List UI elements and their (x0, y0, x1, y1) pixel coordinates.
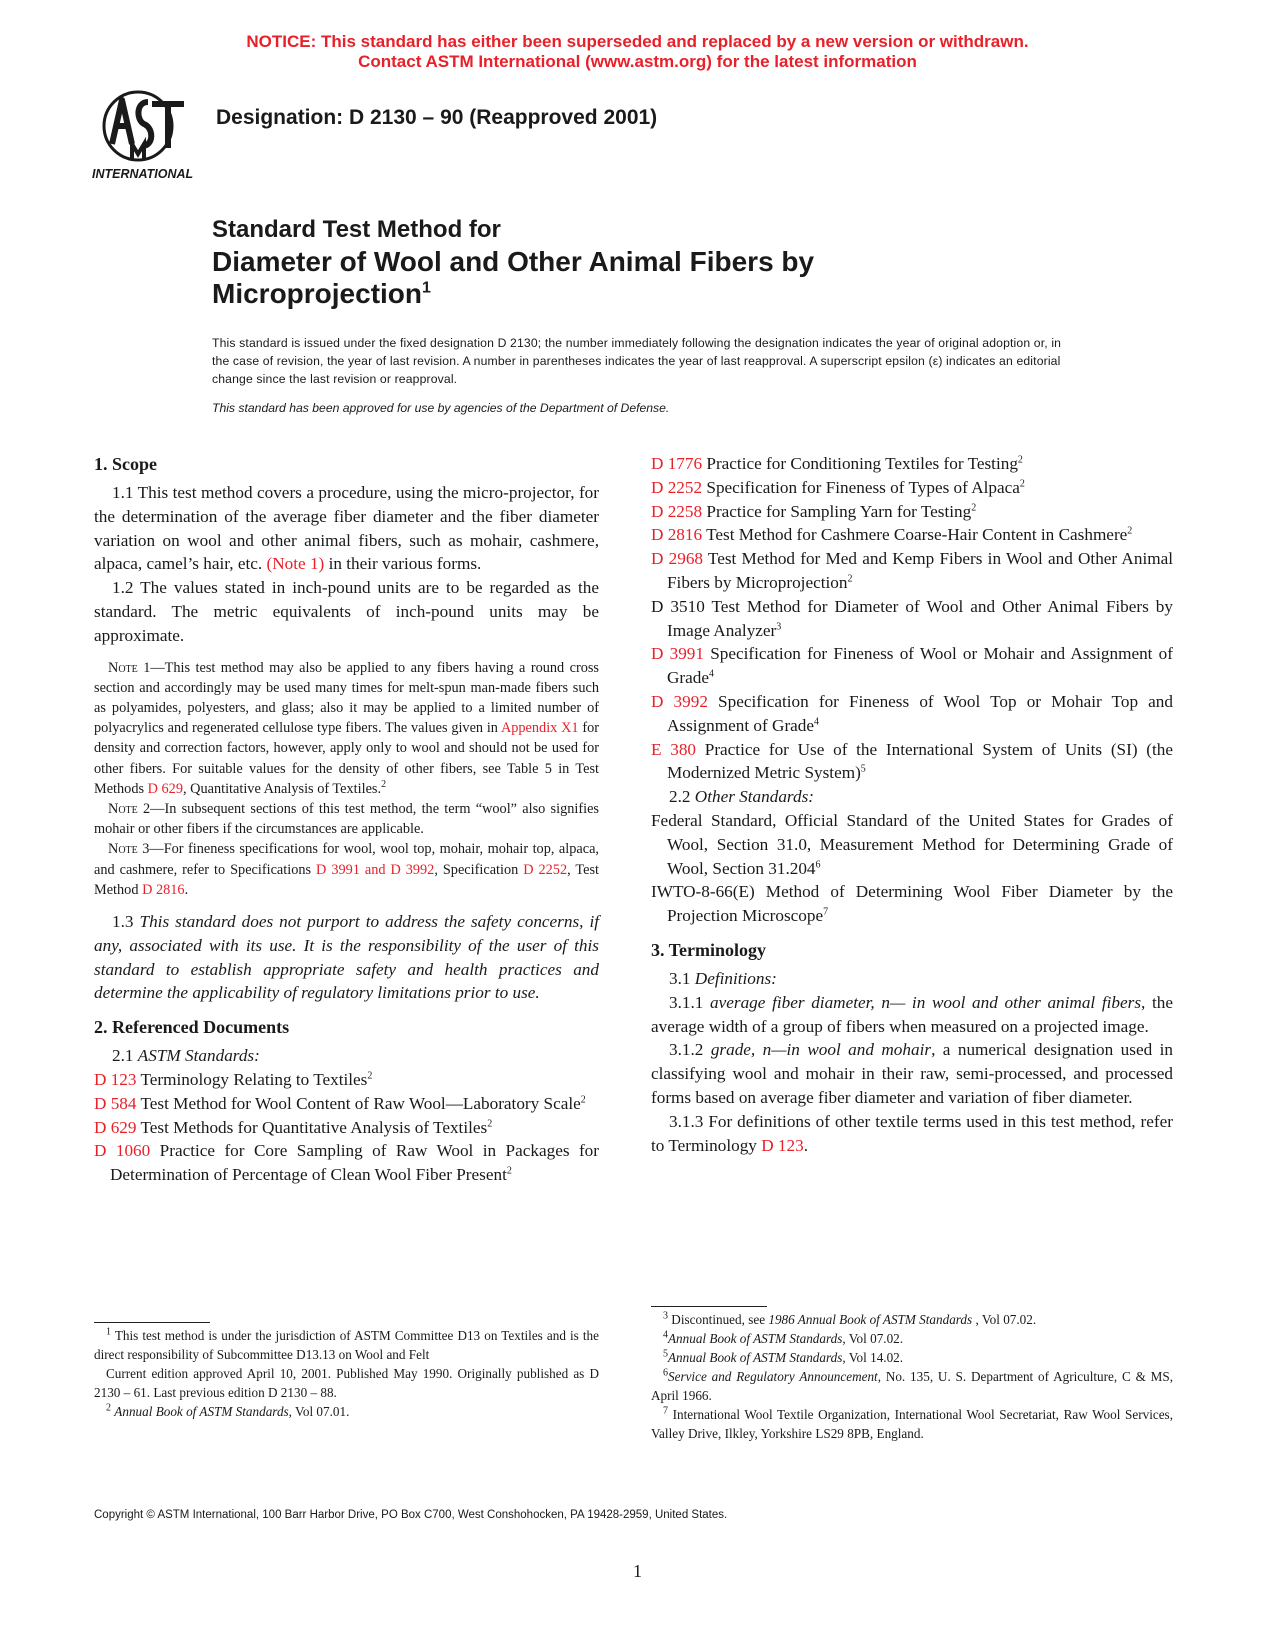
referenced-standard (94, 1116, 599, 1140)
d2252-link[interactable]: D 2252 (523, 861, 568, 878)
left-column (94, 452, 599, 1187)
sub-2-1-label: ASTM Standards: (137, 1046, 260, 1066)
sub-3-1-num: 3.1 (669, 968, 695, 988)
referenced-standard (651, 476, 1173, 500)
definitions-subheading (651, 967, 1173, 991)
footnotes-left (94, 1322, 599, 1421)
footnote-6 (651, 1367, 1173, 1405)
standard-footnote-ref: 6 (815, 858, 821, 870)
standard-code-link[interactable]: D 1060 (94, 1141, 151, 1161)
standard-footnote-ref: 2 (367, 1070, 373, 1082)
fn-2-text: , Vol 07.01. (288, 1404, 350, 1419)
note-1-label: Note (108, 659, 138, 676)
logo-subtitle: INTERNATIONAL (92, 167, 194, 181)
designation: Designation: D 2130 – 90 (Reapproved 2001) (216, 106, 658, 129)
right-column (651, 452, 1173, 1157)
footnote-3 (651, 1310, 1173, 1329)
astm-standards-subheading (94, 1044, 599, 1068)
scope-1-2: 1.2 The values stated in inch-pound units are to be regarded as the standard. The metric equivalents of inch-pound units may be approximate. (94, 578, 599, 645)
definition-3-1-2 (651, 1038, 1173, 1109)
footnote-5 (651, 1348, 1173, 1367)
standard-title: Test Method for Med and Kemp Fibers in Wool and Other Animal Fibers by Microprojection (667, 549, 1173, 592)
standard-code-link[interactable]: D 3991 (651, 644, 704, 664)
definition-3-1-3 (651, 1110, 1173, 1158)
standard-title: Federal Standard, Official Standard of the United States for Grades of Wool, Section 31.0, Measurement Method for Determining Grade of Wool, Section 31.204 (651, 810, 1173, 878)
title-line-3 (212, 278, 814, 310)
notice-line-1: NOTICE: This standard has either been superseded and replaced by a new version or withdrawn. (246, 32, 1029, 51)
fn-1-sup: 1 (106, 1326, 111, 1338)
d629-link[interactable]: D 629 (147, 780, 183, 797)
standard-code-link[interactable]: D 2816 (651, 525, 703, 545)
fn-5-italic: Annual Book of ASTM Standards (668, 1350, 843, 1365)
note-1-text: 1—This test method may also be applied to any fibers having a round cross section and accordingly may be used many times for melt-spun man-made fibers such as polyamides, polyesters, and glass; also it may be applied to a limited number of polyacrylics and regenerated cellulose type fibers. The values given in (94, 659, 599, 737)
standard-footnote-ref: 4 (814, 716, 820, 728)
astm-logo (92, 86, 202, 186)
fn-5-text: , Vol 14.02. (842, 1350, 904, 1365)
document-title (212, 214, 814, 310)
referenced-standard (651, 523, 1173, 547)
fn-2-italic: Annual Book of ASTM Standards (114, 1404, 289, 1419)
standard-footnote-ref: 2 (847, 573, 853, 585)
standard-footnote-ref: 2 (971, 501, 977, 513)
withdrawal-notice (0, 32, 1275, 72)
note-3 (94, 839, 599, 900)
d2816-link[interactable]: D 2816 (142, 881, 185, 898)
copyright: Copyright © ASTM International, 100 Barr Harbor Drive, PO Box C700, West Conshohocken, PA 19428-2959, United States. (94, 1509, 728, 1521)
sub-3-1-label: Definitions: (694, 968, 777, 988)
standard-title: Test Methods for Quantitative Analysis of Textiles (136, 1117, 488, 1137)
standard-footnote-ref: 2 (580, 1094, 586, 1106)
fn-4-italic: Annual Book of ASTM Standards (668, 1331, 843, 1346)
sub-2-1-num: 2.1 (112, 1046, 138, 1066)
fn-3-text-b: , Vol 07.02. (972, 1312, 1037, 1327)
fn-6-sup: 6 (663, 1367, 668, 1379)
scope-1-1-end: in their various forms. (324, 554, 482, 574)
standard-title: Practice for Conditioning Textiles for Testing (702, 454, 1018, 473)
fn-7-text: International Wool Textile Organization, International Wool Secretariat, Raw Wool Services, Valley Drive, Ilkley, Yorkshire LS29 8PB, England. (651, 1407, 1173, 1441)
standard-footnote-ref: 2 (1127, 525, 1133, 537)
standard-footnote-ref: 2 (487, 1117, 493, 1129)
note-3-label: Note (108, 841, 138, 858)
standard-footnote-ref: 5 (860, 763, 866, 775)
scope-1-1-text: 1.1 This test method covers a procedure, using the micro-projector, for the determination of the average fiber diameter and the fiber diameter variation on wool and other animal fibers, such as mohair, cashmere, alpaca, camel’s hair, etc. (94, 483, 599, 574)
def-2-term: grade, n—in wool and mohair (710, 1040, 932, 1060)
referenced-standard (651, 642, 1173, 690)
definition-3-1-1 (651, 991, 1173, 1039)
def-3-end: . (803, 1135, 808, 1155)
standard-title: Practice for Core Sampling of Raw Wool in Packages for Determination of Percentage of Clean Wool Fiber Present (110, 1141, 599, 1185)
standard-title: Test Method for Wool Content of Raw Wool—Laboratory Scale (136, 1093, 581, 1113)
d3991-d3992-link[interactable]: D 3991 and D 3992 (316, 861, 435, 878)
fn-4-sup: 4 (663, 1329, 668, 1341)
note-3-text-d: . (184, 881, 189, 898)
standard-title: Test Method for Diameter of Wool and Other Animal Fibers by Image Analyzer (667, 596, 1173, 640)
fn-3-sup: 3 (663, 1310, 668, 1322)
appendix-x1-link[interactable]: Appendix X1 (500, 720, 579, 737)
footnote-2 (94, 1402, 599, 1421)
standard-footnote-ref: 2 (506, 1165, 512, 1177)
fn-5-sup: 5 (663, 1348, 668, 1360)
standard-title: Practice for Use of the International System of Units (SI) (the Modernized Metric System) (667, 739, 1174, 783)
title-footnote-ref[interactable]: 1 (422, 279, 431, 297)
referenced-standard (651, 690, 1173, 738)
standard-title: Specification for Fineness of Types of Alpaca (702, 477, 1020, 497)
note-1-text-b: for density and correction factors, however, apply only to wool and should not be used for other fibers. For suitable values for the density of other fibers, see Table 5 in Test Methods (94, 720, 599, 797)
d123-link[interactable]: D 123 (761, 1135, 804, 1155)
note-1-sup: 2 (381, 779, 387, 791)
page-number: 1 (633, 1561, 642, 1581)
def-1-num: 3.1.1 (669, 992, 711, 1012)
sub-2-2-label: Other Standards: (694, 787, 814, 807)
standard-code-link[interactable]: D 629 (94, 1117, 137, 1137)
standard-footnote-ref: 2 (1017, 454, 1023, 466)
note-3-text-c: , Test Method (94, 861, 599, 898)
title-line-1: Standard Test Method for (212, 216, 501, 243)
note-1-link[interactable]: (Note 1) (266, 554, 325, 574)
referenced-standard (651, 500, 1173, 524)
referenced-standard (651, 595, 1173, 643)
standard-title: Specification for Fineness of Wool Top or Mohair Top and Assignment of Grade (667, 691, 1173, 735)
standard-footnote-ref: 2 (1019, 478, 1025, 490)
referenced-docs-heading: 2. Referenced Documents (94, 1017, 290, 1038)
terminology-heading: 3. Terminology (651, 939, 767, 960)
standard-code-link[interactable]: E 380 (651, 739, 697, 759)
fn-6-text: , No. 135, U. S. Department of Agriculture, C & MS, April 1966. (651, 1369, 1173, 1403)
ref-list-left (94, 1068, 599, 1187)
title-line-3-text: Microprojection (212, 278, 423, 309)
notice-line-2: Contact ASTM International (www.astm.org) for the latest information (358, 52, 917, 71)
note-2-text: 2—In subsequent sections of this test method, the term “wool” also signifies mohair or other fibers if the circumstances are applicable. (94, 801, 599, 838)
standard-code-link[interactable]: D 1776 (651, 454, 703, 473)
referenced-standard (651, 809, 1173, 880)
note-2-label: Note (108, 801, 138, 817)
footnote-1 (94, 1326, 599, 1364)
footnote-4 (651, 1329, 1173, 1348)
referenced-standard (651, 452, 1173, 476)
standard-title: Terminology Relating to Textiles (136, 1070, 368, 1089)
referenced-standard (94, 1092, 599, 1116)
fn-4-text: , Vol 07.02. (842, 1331, 904, 1346)
fn-2-sup: 2 (106, 1402, 111, 1414)
referenced-standard (651, 547, 1173, 595)
def-1-term: average fiber diameter, n— in wool and other animal fibers (710, 992, 1142, 1012)
standard-footnote-ref: 3 (776, 620, 782, 632)
standard-code-link[interactable]: D 584 (94, 1093, 137, 1113)
note-3-text-b: , Specification (434, 861, 524, 878)
standard-code-link[interactable]: D 3992 (651, 691, 708, 711)
note-2 (94, 799, 599, 839)
def-2-text: , a numerical designation used in classifying wool and mohair in their raw, semi-processed, and processed forms based on average fiber diameter and variation of fiber diameter. (651, 1040, 1173, 1107)
standard-title: IWTO-8-66(E) Method of Determining Wool Fiber Diameter by the Projection Microscope (651, 882, 1173, 926)
standard-title: Specification for Fineness of Wool or Mohair and Assignment of Grade (667, 644, 1173, 688)
referenced-standard (651, 880, 1173, 928)
fn-7-sup: 7 (663, 1405, 668, 1417)
fn-3-italic: 1986 Annual Book of ASTM Standards (768, 1312, 973, 1327)
dod-statement: This standard has been approved for use by agencies of the Department of Defense. (212, 401, 670, 415)
scope-1-3 (94, 910, 599, 1005)
standard-title: Test Method for Cashmere Coarse-Hair Content in Cashmere (702, 525, 1128, 545)
standard-code-link[interactable]: D 2968 (651, 549, 704, 569)
standard-footnote-ref: 7 (823, 906, 829, 918)
referenced-standard (651, 738, 1173, 786)
standard-code-link[interactable]: D 2252 (651, 477, 703, 497)
note-1 (94, 658, 599, 799)
standard-code-link: D 3510 (651, 596, 705, 616)
other-standards-subheading (651, 785, 1173, 809)
standard-footnote-ref: 4 (709, 668, 714, 680)
referenced-standard (94, 1068, 599, 1092)
note-1-text-c: , Quantitative Analysis of Textiles. (182, 780, 382, 797)
sub-2-2-num: 2.2 (669, 787, 695, 807)
fn-6-italic: Service and Regulatory Announcement (668, 1369, 878, 1384)
footnote-7 (651, 1405, 1173, 1443)
def-2-num: 3.1.2 (669, 1040, 711, 1060)
scope-1-3-text: This standard does not purport to address the safety concerns, if any, associated with its use. It is the responsibility of the user of this standard to establish appropriate safety and health practices and determine the applicability of regulatory limitations prior to use. (94, 912, 600, 1003)
scope-1-3-num: 1.3 (112, 912, 140, 932)
scope-1-1 (94, 481, 599, 576)
scope-heading: 1. Scope (94, 454, 157, 474)
standard-code-link[interactable]: D 123 (94, 1070, 137, 1089)
referenced-standard (94, 1139, 599, 1187)
ref-list-right (651, 452, 1173, 785)
footnote-1-edition: Current edition approved April 10, 2001. Published May 1990. Originally published as D 2130 – 61. Last previous edition D 2130 – 88. (94, 1366, 599, 1400)
note-3-text: 3—For fineness specifications for wool, wool top, mohair, mohair top, alpaca, and cashmere, refer to Specifications (94, 841, 599, 878)
def-1-text: , the average width of a group of fibers when measured on a projected image. (651, 992, 1173, 1036)
ref-list-other (651, 809, 1173, 928)
astm-logo-mark (92, 86, 202, 186)
footnotes-right (651, 1306, 1173, 1443)
standard-title: Practice for Sampling Yarn for Testing (702, 501, 972, 521)
fn-1-text: This test method is under the jurisdiction of ASTM Committee D13 on Textiles and is the direct responsibility of Subcommittee D13.13 on Wool and Felt (94, 1328, 599, 1362)
standard-code-link[interactable]: D 2258 (651, 501, 703, 521)
issue-statement: This standard is issued under the fixed designation D 2130; the number immediately following the designation indicates the year of original adoption or, in the case of revision, the year of last revision. A number in parentheses indicates the year of last reapproval. A superscript epsilon (ε) indicates an editorial change since the last revision or reapproval. (212, 336, 1062, 386)
fn-3-text: Discontinued, see (668, 1312, 769, 1327)
title-line-2: Diameter of Wool and Other Animal Fibers by (212, 246, 815, 277)
def-3-text: 3.1.3 For definitions of other textile terms used in this test method, refer to Terminology (651, 1111, 1173, 1155)
